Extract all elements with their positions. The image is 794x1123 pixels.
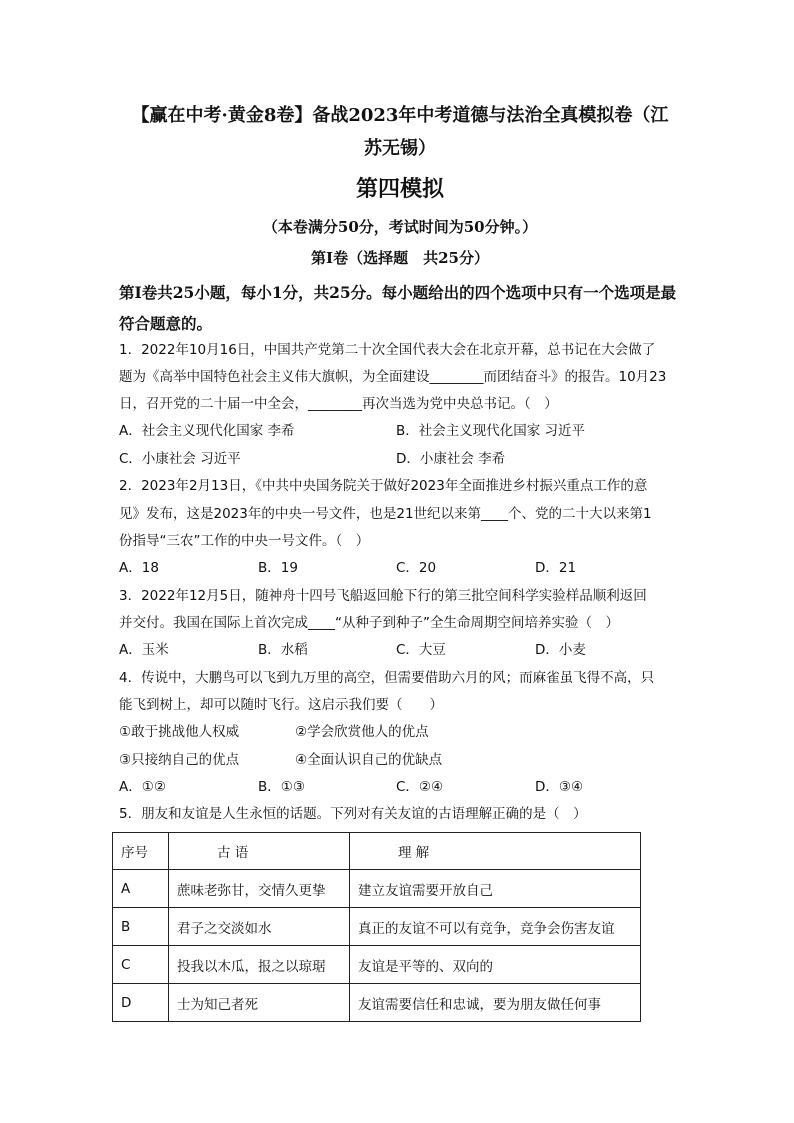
section-title: 第I卷（选择题 共25分） (311, 249, 489, 267)
q5-line1: 5．朋友和友谊是人生永恒的话题。下列对有关友谊的古语理解正确的是（ ） (119, 806, 587, 822)
q3-option-a[interactable]: A．玉米 (119, 642, 169, 658)
exam-subtitle: 第四模拟 (355, 176, 444, 202)
table-cell: 友谊需要信任和忠诚，要为朋友做任何事 (350, 984, 641, 1022)
table-cell: 君子之交淡如水 (169, 908, 350, 946)
table-row (113, 946, 641, 984)
table-cell: C (113, 946, 169, 984)
table-cell: B (113, 908, 169, 946)
section-instruction: 第I卷共25小题，每小1分，共25分。每小题给出的四个选项中只有一个选项是最符合题意的。 (119, 283, 677, 333)
q1-option-c[interactable]: C．小康社会 习近平 (119, 451, 241, 467)
table-row (113, 908, 641, 946)
q4-option-d[interactable]: D．③④ (535, 779, 584, 795)
q1-option-b[interactable]: B．社会主义现代化国家 习近平 (396, 423, 586, 439)
table-cell: 投我以木瓜，报之以琼琚 (169, 946, 350, 984)
q3-line2: 并交付。我国在国际上首次完成____“从种子到种子”全生命周期空间培养实验（ ） (119, 615, 619, 631)
q2-line1: 2．2023年2月13日，《中共中央国务院关于做好2023年全面推进乡村振兴重点工作的意 (119, 478, 648, 494)
exam-title-line2: 苏无锡） (364, 138, 436, 159)
q1-line3: 日，召开党的二十届一中全会，________再次当选为党中央总书记。（ ） (119, 396, 558, 412)
table-cell: A (113, 870, 169, 908)
table-cell: 蔗味老弥甘，交情久更挚 (169, 870, 350, 908)
q4-statement-1: ①敢于挑战他人权威 (119, 724, 240, 740)
table-header-cell: 序号 (113, 833, 169, 870)
q2-line2: 见》发布，这是2023年的中央一号文件，也是21世纪以来第____个、党的二十大以来第1 (119, 506, 652, 522)
table-header-cell: 古 语 (169, 833, 350, 870)
table-cell: 建立友谊需要开放自己 (350, 870, 641, 908)
table-cell: 友谊是平等的、双向的 (350, 946, 641, 984)
q4-option-c[interactable]: C．②④ (396, 779, 444, 795)
q4-line2: 能飞到树上，却可以随时飞行。这启示我们要（ ） (119, 697, 443, 713)
q5-table (112, 832, 641, 1022)
exam-title-line1: 【赢在中考·黄金8卷】备战2023年中考道德与法治全真模拟卷（江 (131, 105, 669, 126)
q1-line2: 题为《高举中国特色社会主义伟大旗帜，为全面建设________而团结奋斗》的报告。10月23 (119, 369, 667, 385)
score-note: （本卷满分50分，考试时间为50分钟。） (262, 218, 538, 236)
q4-statement-3: ③只接纳自己的优点 (119, 752, 240, 768)
q4-line1: 4．传说中，大鹏鸟可以飞到九万里的高空，但需要借助六月的风；而麻雀虽飞得不高，只 (119, 670, 655, 686)
q4-statement-2: ②学会欣赏他人的优点 (295, 724, 429, 740)
q1-option-d[interactable]: D．小康社会 李希 (396, 451, 506, 467)
q4-statement-4: ④全面认识自己的优缺点 (295, 752, 443, 768)
q3-option-b[interactable]: B．水稻 (258, 642, 308, 658)
q4-option-b[interactable]: B．①③ (258, 779, 305, 795)
q4-option-a[interactable]: A．①② (119, 779, 166, 795)
q2-option-b[interactable]: B．19 (258, 560, 298, 576)
table-header-cell: 理 解 (350, 833, 641, 870)
q2-line3: 份指导“三农”工作的中央一号文件。（ ） (119, 533, 370, 549)
table-cell: 士为知己者死 (169, 984, 350, 1022)
q2-option-d[interactable]: D．21 (535, 560, 577, 576)
q2-option-c[interactable]: C．20 (396, 560, 437, 576)
q3-option-d[interactable]: D．小麦 (535, 642, 586, 658)
table-cell: D (113, 984, 169, 1022)
q1-option-a[interactable]: A．社会主义现代化国家 李希 (119, 423, 295, 439)
q2-option-a[interactable]: A．18 (119, 560, 159, 576)
q3-option-c[interactable]: C．大豆 (396, 642, 446, 658)
table-row (113, 870, 641, 908)
table-header-row (113, 833, 641, 870)
q3-line1: 3．2022年12月5日，随神舟十四号飞船返回舱下行的第三批空间科学实验样品顺利返回 (119, 588, 647, 604)
table-row (113, 984, 641, 1022)
table-cell: 真正的友谊不可以有竞争，竞争会伤害友谊 (350, 908, 641, 946)
q1-line1: 1．2022年10月16日，中国共产党第二十次全国代表大会在北京开幕，总书记在大会做了 (119, 342, 656, 358)
